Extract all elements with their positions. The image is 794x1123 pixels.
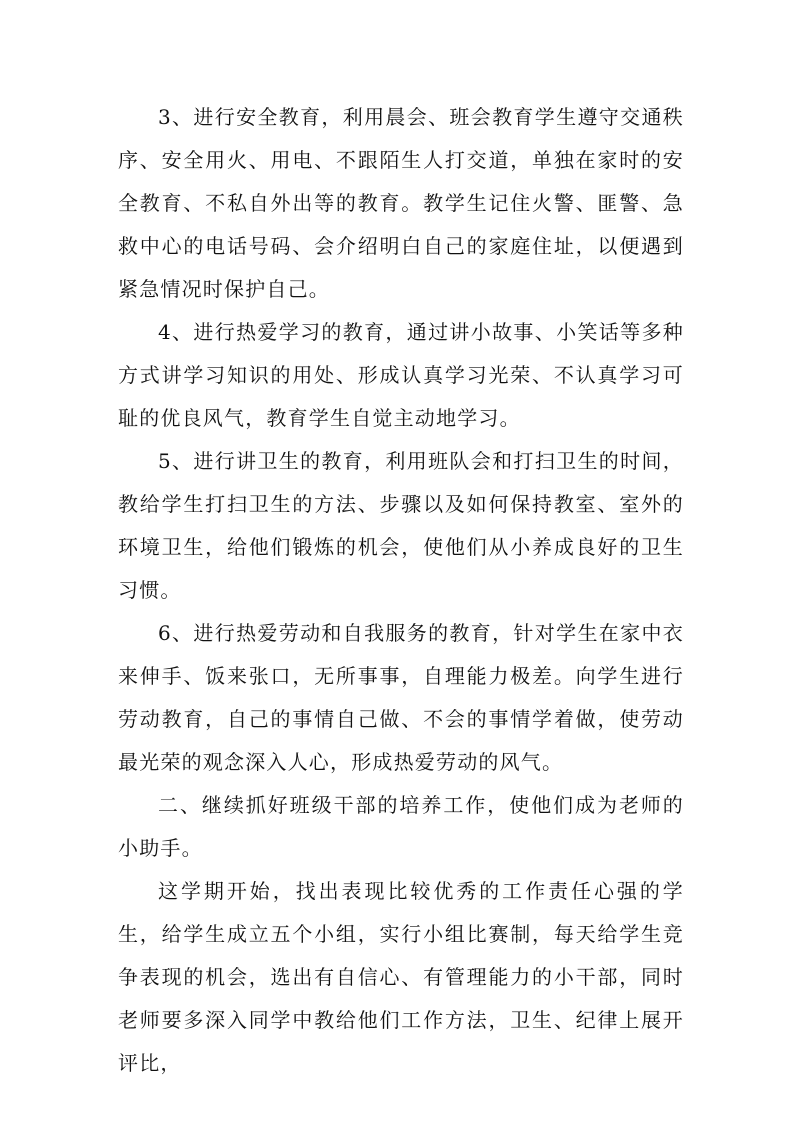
paragraph-class-cadres: 这学期开始，找出表现比较优秀的工作责任心强的学生，给学生成立五个小组，实行小组比赛制，每天给学生竞争表现的机会，选出有自信心、有管理能力的小干部，同时老师要多深入同学中教给他们工作方法，卫生、纪律上展开评比， <box>118 879 684 1075</box>
paragraph-labor-education: 6、进行热爱劳动和自我服务的教育，针对学生在家中衣来伸手、饭来张口，无所事事，自理能力极差。向学生进行劳动教育，自己的事情自己做、不会的事情学着做，使劳动最光荣的观念深入人心，形成热爱劳动的风气。 <box>118 621 684 774</box>
section-heading-class-cadres: 二、继续抓好班级干部的培养工作，使他们成为老师的小助手。 <box>118 793 684 860</box>
paragraph-study-education: 4、进行热爱学习的教育，通过讲小故事、小笑话等多种方式讲学习知识的用处、形成认真学习光荣、不认真学习可耻的优良风气，教育学生自觉主动地学习。 <box>118 320 684 430</box>
paragraph-hygiene-education: 5、进行讲卫生的教育，利用班队会和打扫卫生的时间，教给学生打扫卫生的方法、步骤以及如何保持教室、室外的环境卫生，给他们锻炼的机会，使他们从小养成良好的卫生习惯。 <box>118 449 684 602</box>
document-page <box>118 96 684 1085</box>
paragraph-safety-education: 3、进行安全教育，利用晨会、班会教育学生遵守交通秩序、安全用火、用电、不跟陌生人打交道，单独在家时的安全教育、不私自外出等的教育。教学生记住火警、匪警、急救中心的电话号码、会介绍明白自己的家庭住址，以便遇到紧急情况时保护自己。 <box>118 105 684 301</box>
